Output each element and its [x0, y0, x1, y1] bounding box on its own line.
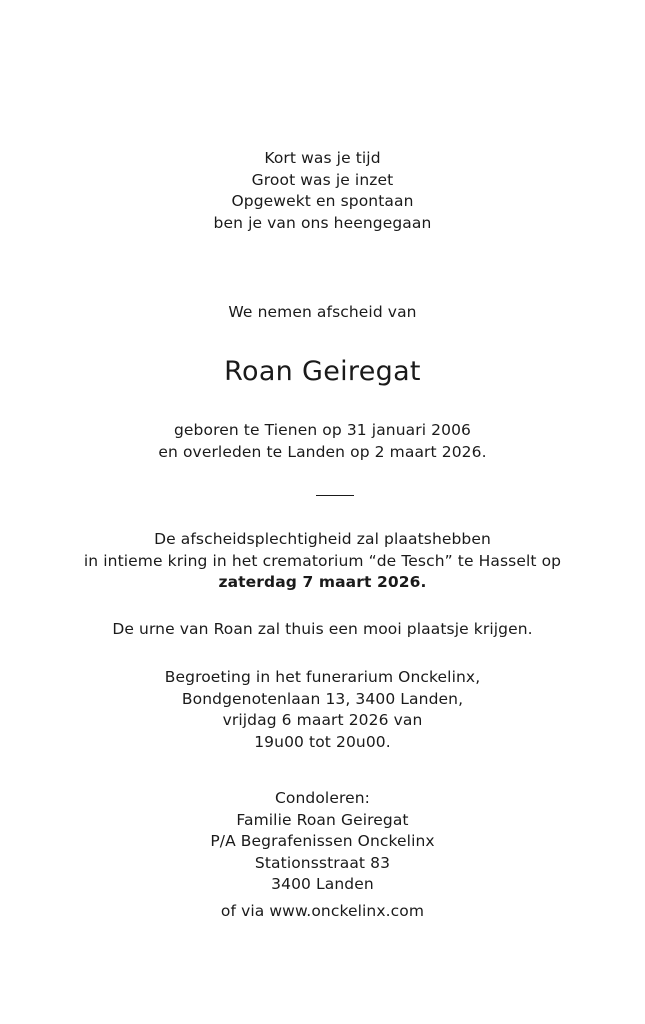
- poem-line: Groot was je inzet: [251, 170, 394, 189]
- condolences-line: P/A Begrafenissen Onckelinx: [210, 832, 435, 850]
- intro-text: We nemen afscheid van: [228, 303, 417, 321]
- visitation-line: vrijdag 6 maart 2026 van: [222, 711, 423, 729]
- intro: [0, 302, 645, 324]
- visitation-line: 19u00 tot 20u00.: [254, 732, 391, 751]
- section-divider: [316, 495, 354, 496]
- urn-note-block: [0, 619, 645, 641]
- life-dates: [0, 420, 645, 463]
- deceased-name: Roan Geiregat: [224, 356, 421, 387]
- urn-note: De urne van Roan zal thuis een mooi plaatsje krijgen.: [112, 620, 533, 638]
- website-text: of via www.onckelinx.com: [220, 902, 425, 920]
- condolences-heading: Condoleren:: [274, 789, 370, 807]
- deceased-name-block: [0, 356, 645, 388]
- death-line: en overleden te Landen op 2 maart 2026.: [158, 442, 487, 461]
- condolences: [0, 788, 645, 896]
- ceremony-line: in intieme kring in het crematorium “de Tesch” te Hasselt op: [83, 551, 562, 570]
- condolences-line: Familie Roan Geiregat: [236, 810, 409, 829]
- ceremony-line: De afscheidsplechtigheid zal plaatshebben: [154, 530, 491, 548]
- visitation-line: Begroeting in het funerarium Onckelinx,: [164, 668, 481, 686]
- condolences-line: Stationsstraat 83: [254, 853, 391, 872]
- condolences-line: 3400 Landen: [271, 875, 374, 893]
- poem-line: Opgewekt en spontaan: [231, 192, 414, 210]
- poem: [0, 148, 645, 234]
- birth-line: geboren te Tienen op 31 januari 2006: [173, 421, 471, 439]
- visitation-line: Bondgenotenlaan 13, 3400 Landen,: [181, 689, 464, 708]
- online-condolences: [0, 901, 645, 923]
- visitation: [0, 667, 645, 753]
- poem-line: ben je van ons heengegaan: [213, 213, 432, 232]
- ceremony: [0, 529, 645, 594]
- ceremony-date: zaterdag 7 maart 2026.: [218, 573, 427, 591]
- poem-line: Kort was je tijd: [264, 149, 381, 167]
